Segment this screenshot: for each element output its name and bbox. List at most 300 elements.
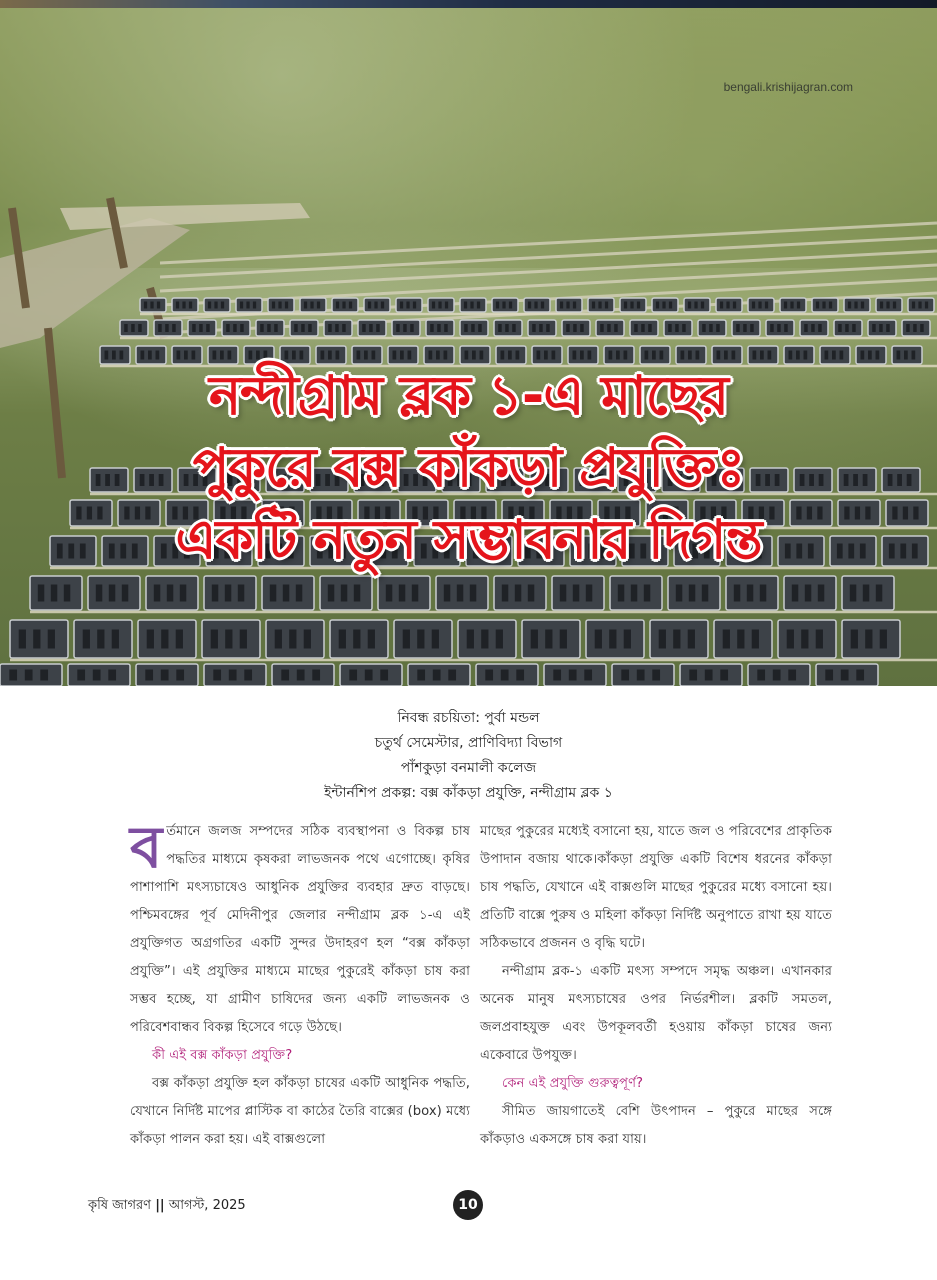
crab-box-hole	[573, 351, 577, 360]
crab-box-hole	[560, 302, 563, 309]
crab-box-hole	[688, 351, 692, 360]
crab-box-hole	[192, 324, 196, 332]
crab-box-hole	[631, 585, 638, 602]
crab-box-hole	[709, 324, 713, 332]
crab-box-hole	[552, 351, 556, 360]
crab-box-hole	[537, 351, 541, 360]
crab-box-hole	[784, 324, 788, 332]
crab-box-hole	[448, 670, 456, 681]
crab-box-hole	[880, 302, 883, 309]
crab-box-hole	[818, 585, 825, 602]
crab-box-hole	[573, 324, 577, 332]
crab-box-hole	[682, 324, 686, 332]
crab-box-hole	[840, 351, 844, 360]
crab-box-hole	[850, 585, 857, 602]
crab-box-hole	[189, 302, 192, 309]
crab-box-hole	[630, 302, 633, 309]
crab-box-hole	[270, 585, 277, 602]
crab-box-hole	[349, 670, 357, 681]
crab-box-hole	[573, 585, 580, 602]
crab-box-hole	[38, 585, 45, 602]
crab-box-hole	[244, 670, 252, 681]
crab-box-hole	[176, 670, 184, 681]
crab-box-hole	[872, 324, 876, 332]
crab-box-hole	[868, 351, 872, 360]
crab-box-hole	[477, 302, 480, 309]
crab-box-hole	[498, 324, 502, 332]
crab-box-hole	[400, 302, 403, 309]
crab-box-hole	[838, 324, 842, 332]
crab-box-hole	[225, 585, 232, 602]
crab-box-hole	[167, 585, 174, 602]
crab-box-hole	[349, 302, 352, 309]
crab-box-hole	[256, 351, 260, 360]
crab-box-hole	[662, 302, 665, 309]
crab-box-hole	[758, 302, 761, 309]
crab-box-hole	[199, 324, 203, 332]
crab-box-hole	[832, 351, 836, 360]
region-paragraph: নন্দীগ্রাম ব্লক-১ একটি মৎস্য সম্পদে সমৃদ্ধ অঞ্চল। এখানকার অনেক মানুষ মৎস্যচাষের ওপর নির্ভরশীল। ব্লকটি সমতল, জলপ্রবাহযুক্ত এবং উপকূলবর্তী হওয়ায় কাঁকড়া চাষের জন্য একেবারে উপযুক্ত।	[480, 964, 832, 1063]
crab-box-hole	[249, 351, 253, 360]
crab-box-hole	[496, 630, 503, 649]
crab-box-hole	[182, 302, 185, 309]
crab-box-hole	[353, 630, 360, 649]
crab-box-hole	[206, 324, 210, 332]
crab-box-hole	[396, 324, 400, 332]
crab-box-hole	[609, 351, 613, 360]
crab-box-hole	[471, 324, 475, 332]
crab-box-hole	[226, 324, 230, 332]
crab-box-hole	[376, 324, 380, 332]
crab-box-hole	[918, 302, 921, 309]
crab-box-hole	[505, 324, 509, 332]
crab-box-hole	[432, 302, 435, 309]
crab-box-hole	[586, 585, 593, 602]
crab-box-hole	[386, 585, 393, 602]
benefit-paragraph: সীমিত জায়গাতেই বেশি উৎপাদন – পুকুরে মাছের সঙ্গে কাঁকড়াও একসঙ্গে চাষ করা যায়।	[480, 1104, 832, 1147]
crab-box-hole	[637, 302, 640, 309]
crab-box-hole	[93, 670, 101, 681]
crab-box-hole	[342, 302, 345, 309]
crab-box-hole	[438, 302, 441, 309]
crab-box-hole	[25, 670, 33, 681]
crab-box-hole	[784, 302, 787, 309]
crab-box-hole	[689, 585, 696, 602]
crab-box-hole	[829, 302, 832, 309]
crab-box-hole	[634, 324, 638, 332]
crab-box-hole	[253, 302, 256, 309]
crab-box-hole	[120, 351, 124, 360]
crab-box-hole	[161, 630, 168, 649]
crab-box-hole	[733, 302, 736, 309]
crab-box-hole	[752, 302, 755, 309]
crab-box-hole	[177, 351, 181, 360]
crab-box-hole	[723, 630, 730, 649]
crab-box-hole	[122, 585, 129, 602]
crab-box-hole	[717, 351, 721, 360]
crab-box-hole	[112, 351, 116, 360]
crab-box-hole	[912, 351, 916, 360]
crab-box-hole	[573, 302, 576, 309]
crab-box-hole	[399, 585, 406, 602]
crab-box-hole	[645, 351, 649, 360]
right-text-column	[480, 818, 832, 1154]
crab-box-hole	[381, 302, 384, 309]
crab-box-hole	[618, 585, 625, 602]
crab-box-hole	[362, 324, 366, 332]
crab-box-hole	[566, 302, 569, 309]
crab-box-hole	[412, 585, 419, 602]
crab-box-hole	[688, 302, 691, 309]
byline-semester: চতুর্থ সেমেস্টার, প্রাণিবিদ্যা বিভাগ	[374, 735, 563, 751]
crab-box-hole	[214, 302, 217, 309]
crab-box-hole	[433, 670, 441, 681]
crab-box-hole	[825, 670, 833, 681]
crab-box-hole	[308, 324, 312, 332]
crab-box-hole	[83, 630, 90, 649]
crab-box-hole	[289, 630, 296, 649]
crab-box-hole	[328, 351, 332, 360]
article-headline	[0, 360, 937, 576]
crab-box-hole	[675, 324, 679, 332]
crab-box-hole	[801, 630, 808, 649]
crab-box-hole	[912, 302, 915, 309]
crab-box-hole	[406, 302, 409, 309]
crab-box-hole	[580, 351, 584, 360]
crab-box-hole	[705, 670, 713, 681]
crab-box-hole	[131, 324, 135, 332]
crab-box-hole	[541, 302, 544, 309]
crab-box-hole	[637, 670, 645, 681]
crab-box-hole	[716, 324, 720, 332]
crab-box-hole	[648, 324, 652, 332]
crab-box-hole	[328, 585, 335, 602]
intro-text: র্তমানে জলজ সম্পদের সঠিক ব্যবস্থাপনা ও বিকল্প চাষ পদ্ধতির মাধ্যমে কৃষকরা লাভজনক পথে এগোচ্ছে। কৃষির পাশাপাশি মৎস্যচাষেও আধুনিক প্রযুক্তির ব্যবহার দ্রুত বাড়ছে। পশ্চিমবঙ্গের পূর্ব মেদিনীপুর জেলার নন্দীগ্রাম ব্লক ১-এ এই প্রযুক্তিগত অগ্রগতির একটি সুন্দর উদাহরণ হল “বক্স কাঁকড়া প্রযুক্তি”। এই প্রযুক্তির মাধ্যমে মাছের পুকুরেই কাঁকড়া চাষ করা সম্ভব হচ্ছে, যা গ্রামীণ চাষিদের জন্য একটি লাভজনক ও পরিবেশবান্ধব বিকল্প হিসেবে গড়ে উঠছে।	[130, 824, 470, 1035]
crab-box-hole	[304, 630, 311, 649]
crab-box-hole	[880, 630, 887, 649]
crab-box-hole	[341, 585, 348, 602]
crab-box-hole	[9, 670, 17, 681]
headline-line-1: নন্দীগ্রাম ব্লক ১-এ মাছের	[209, 364, 728, 427]
crab-box-hole	[472, 351, 476, 360]
crab-box-hole	[757, 670, 765, 681]
crab-box-hole	[444, 351, 448, 360]
crab-box-hole	[760, 351, 764, 360]
crab-box-hole	[848, 302, 851, 309]
crab-box-hole	[720, 302, 723, 309]
crab-box-hole	[851, 630, 858, 649]
crab-box-hole	[304, 302, 307, 309]
crab-box-hole	[336, 351, 340, 360]
crab-box-hole	[569, 670, 577, 681]
crab-box-hole	[228, 351, 232, 360]
crab-box-hole	[753, 351, 757, 360]
crab-box-hole	[445, 302, 448, 309]
crab-box-hole	[865, 630, 872, 649]
crab-box-hole	[689, 670, 697, 681]
crab-box-hole	[312, 670, 320, 681]
crab-box-hole	[669, 302, 672, 309]
crab-box-hole	[339, 630, 346, 649]
definition-paragraph: বক্স কাঁকড়া প্রযুক্তি হল কাঁকড়া চাষের একটি আধুনিক পদ্ধতি, যেখানে নির্দিষ্ট মাপের প্লাস্টিক বা কাঠের তৈরি বাক্সের (box) মধ্যে কাঁকড়া পালন করা হয়। এই বাক্সগুলো	[130, 1076, 470, 1147]
crab-box-hole	[660, 351, 664, 360]
crab-box-hole	[545, 630, 552, 649]
crab-box-hole	[481, 630, 488, 649]
crab-box-hole	[816, 630, 823, 649]
crab-box-hole	[408, 351, 412, 360]
crab-box-hole	[172, 324, 176, 332]
crab-box-hole	[478, 324, 482, 332]
crab-box-hole	[641, 324, 645, 332]
crab-box-hole	[64, 585, 71, 602]
crab-box-hole	[109, 585, 116, 602]
crab-box-hole	[624, 351, 628, 360]
magazine-name: কৃষি জাগরণ	[88, 1198, 152, 1213]
crab-box-hole	[267, 324, 271, 332]
headline-line-2: পুকুরে বক্স কাঁকড়া প্রযুক্তিঃ	[192, 436, 745, 499]
crab-box-hole	[213, 670, 221, 681]
crab-box-hole	[818, 324, 822, 332]
crab-box-hole	[364, 351, 368, 360]
crab-box-hole	[19, 630, 26, 649]
subheading-what-is: কী এই বক্স কাঁকড়া প্রযুক্তি?	[152, 1048, 293, 1063]
article-byline	[0, 706, 937, 806]
crab-box-hole	[841, 670, 849, 681]
crab-box-hole	[879, 324, 883, 332]
crab-box-hole	[553, 670, 561, 681]
crab-box-hole	[221, 302, 224, 309]
crab-box-hole	[825, 351, 829, 360]
crab-box-hole	[156, 351, 160, 360]
crab-box-hole	[176, 630, 183, 649]
crab-box-hole	[496, 302, 499, 309]
crab-box-hole	[380, 670, 388, 681]
intro-paragraph	[130, 813, 470, 1042]
crab-box-hole	[512, 324, 516, 332]
crab-box-hole	[240, 324, 244, 332]
subheading-why-important: কেন এই প্রযুক্তি গুরুত্বপূর্ণ?	[502, 1076, 644, 1091]
byline-project: ইন্টার্নশিপ প্রকল্প: বক্স কাঁকড়া প্রযুক্তি, নন্দীগ্রাম ব্লক ১	[324, 785, 613, 801]
crab-box-hole	[904, 351, 908, 360]
crab-box-hole	[138, 324, 142, 332]
crab-box-hole	[108, 670, 116, 681]
crab-box-hole	[274, 324, 278, 332]
crab-box-hole	[777, 324, 781, 332]
crab-box-hole	[470, 302, 473, 309]
crab-box-hole	[732, 351, 736, 360]
crab-box-hole	[516, 670, 524, 681]
crab-box-hole	[560, 585, 567, 602]
byline-college: পাঁশকুড়া বনমালী কলেজ	[400, 760, 537, 776]
crab-box-hole	[285, 351, 289, 360]
crab-box-hole	[584, 670, 592, 681]
crab-box-hole	[913, 324, 917, 332]
crab-box-hole	[509, 302, 512, 309]
crab-box-hole	[148, 351, 152, 360]
crab-box-hole	[652, 670, 660, 681]
crab-box-hole	[48, 630, 55, 649]
crab-box-hole	[659, 630, 666, 649]
crab-box-hole	[544, 351, 548, 360]
page-number: 10	[453, 1190, 483, 1220]
crab-box-hole	[467, 630, 474, 649]
crab-box-hole	[656, 302, 659, 309]
crab-box-hole	[720, 670, 728, 681]
crab-box-hole	[294, 324, 298, 332]
crab-box-hole	[822, 302, 825, 309]
crab-box-hole	[595, 630, 602, 649]
crab-box-hole	[789, 351, 793, 360]
crab-box-hole	[701, 302, 704, 309]
crab-box-hole	[211, 630, 218, 649]
crab-box-hole	[444, 585, 451, 602]
crab-box-hole	[528, 585, 535, 602]
crab-box-hole	[161, 670, 169, 681]
crab-box-hole	[413, 302, 416, 309]
crab-box-hole	[317, 302, 320, 309]
crab-box-hole	[652, 351, 656, 360]
crab-box-hole	[607, 324, 611, 332]
crab-box-hole	[112, 630, 119, 649]
crab-box-hole	[233, 324, 237, 332]
crab-box-hole	[737, 630, 744, 649]
crab-box-hole	[770, 324, 774, 332]
crab-box-hole	[365, 670, 373, 681]
crab-box-hole	[213, 351, 217, 360]
footer-magazine-info	[88, 1196, 246, 1217]
crab-box-hole	[787, 630, 794, 649]
crab-box-hole	[154, 585, 161, 602]
crab-box-hole	[805, 585, 812, 602]
crab-box-hole	[281, 670, 289, 681]
crab-box-hole	[240, 302, 243, 309]
crab-box-hole	[272, 302, 275, 309]
crab-box-hole	[804, 351, 808, 360]
crab-box-hole	[920, 324, 924, 332]
crab-box-hole	[624, 302, 627, 309]
crab-box-hole	[906, 324, 910, 332]
crab-box-hole	[357, 351, 361, 360]
crab-box-pond-illustration	[0, 8, 937, 686]
crab-box-hole	[464, 302, 467, 309]
crab-box-hole	[502, 585, 509, 602]
site-watermark: bengali.krishijagran.com	[723, 80, 853, 94]
crab-box-hole	[225, 630, 232, 649]
crab-box-hole	[470, 585, 477, 602]
footer-separator: ||	[155, 1198, 165, 1213]
crab-box-hole	[925, 302, 928, 309]
crab-box-hole	[429, 351, 433, 360]
crab-box-hole	[845, 324, 849, 332]
crab-box-hole	[147, 630, 154, 649]
crab-box-hole	[238, 585, 245, 602]
crab-box-hole	[260, 324, 264, 332]
crab-box-hole	[229, 670, 237, 681]
crab-box-hole	[644, 585, 651, 602]
crab-box-hole	[797, 302, 800, 309]
crab-box-hole	[592, 302, 595, 309]
crab-box-hole	[696, 351, 700, 360]
crab-box-hole	[621, 670, 629, 681]
crab-box-hole	[369, 324, 373, 332]
crab-box-hole	[292, 351, 296, 360]
crab-box-hole	[605, 302, 608, 309]
crab-box-hole	[444, 324, 448, 332]
crab-box-hole	[876, 585, 883, 602]
crab-box-hole	[501, 351, 505, 360]
crab-box-hole	[796, 351, 800, 360]
crab-box-hole	[354, 585, 361, 602]
crab-box-hole	[792, 585, 799, 602]
crab-box-hole	[184, 351, 188, 360]
crab-box-hole	[790, 302, 793, 309]
crab-box-hole	[321, 351, 325, 360]
crab-box-hole	[278, 302, 281, 309]
crab-box-hole	[208, 302, 211, 309]
crab-box-hole	[77, 670, 85, 681]
crab-box-hole	[614, 324, 618, 332]
crab-box-hole	[676, 585, 683, 602]
crab-box-hole	[673, 630, 680, 649]
crab-box-hole	[145, 670, 153, 681]
crab-box-hole	[516, 351, 520, 360]
crab-box-hole	[180, 585, 187, 602]
crab-box-hole	[372, 351, 376, 360]
crab-box-hole	[876, 351, 880, 360]
crab-box-hole	[580, 324, 584, 332]
crab-box-hole	[694, 302, 697, 309]
crab-box-hole	[157, 302, 160, 309]
crab-box-hole	[464, 324, 468, 332]
crab-box-hole	[616, 351, 620, 360]
crab-box-hole	[212, 585, 219, 602]
crab-box-hole	[374, 302, 377, 309]
crab-box-hole	[432, 630, 439, 649]
crab-box-hole	[688, 630, 695, 649]
crab-box-hole	[403, 630, 410, 649]
crab-box-hole	[368, 302, 371, 309]
crab-box-hole	[897, 351, 901, 360]
crab-box-hole	[403, 324, 407, 332]
crab-box-hole	[743, 324, 747, 332]
crab-box-hole	[702, 585, 709, 602]
top-accent-strip	[0, 0, 937, 8]
crab-box-hole	[502, 302, 505, 309]
headline-line-3: একটি নতুন সম্ভাবনার দিগন্ত	[175, 508, 762, 571]
crab-box-hole	[856, 670, 864, 681]
crab-box-hole	[765, 302, 768, 309]
crab-box-hole	[97, 630, 104, 649]
crab-box-hole	[598, 302, 601, 309]
crab-box-hole	[702, 324, 706, 332]
crab-box-hole	[158, 324, 162, 332]
crab-box-hole	[465, 351, 469, 360]
crab-box-hole	[141, 351, 145, 360]
crab-box-hole	[811, 324, 815, 332]
crab-box-hole	[886, 324, 890, 332]
crab-box-hole	[417, 630, 424, 649]
crab-box-hole	[750, 324, 754, 332]
drop-cap: ব	[130, 813, 163, 881]
crab-box-hole	[531, 630, 538, 649]
crab-box-hole	[528, 302, 531, 309]
crab-box-hole	[457, 585, 464, 602]
crab-box-hole	[624, 630, 631, 649]
crab-box-hole	[335, 324, 339, 332]
crab-box-hole	[854, 302, 857, 309]
crab-box-hole	[192, 351, 196, 360]
hero-photo	[0, 8, 937, 686]
